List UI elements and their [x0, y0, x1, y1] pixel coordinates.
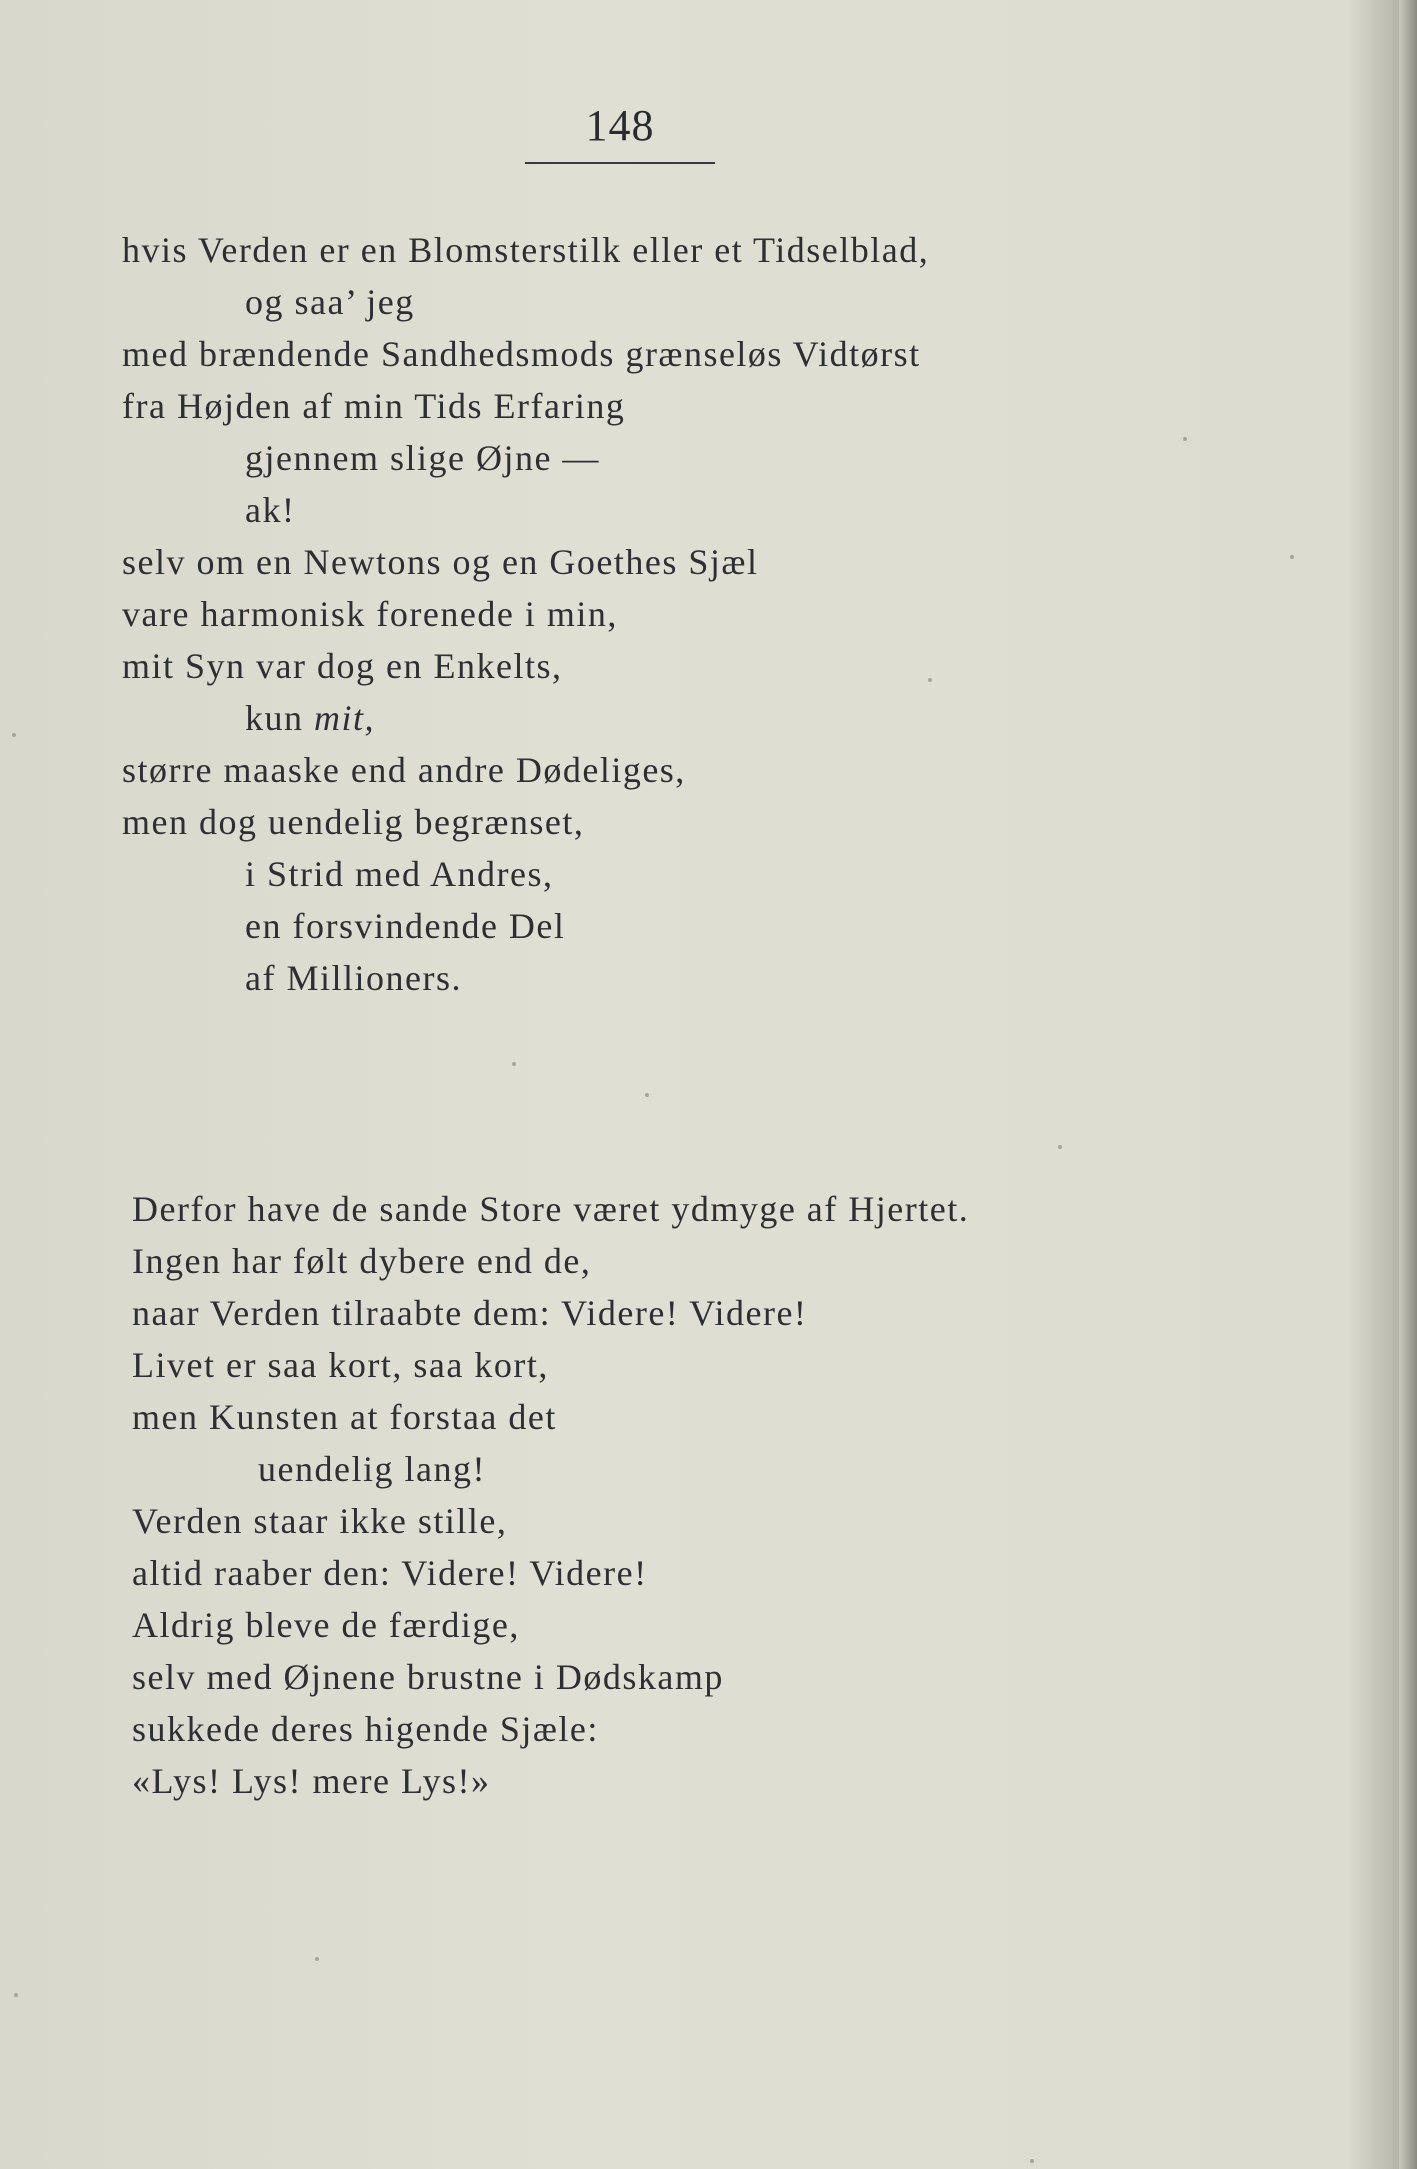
verse-line: gjennem slige Øjne — — [245, 438, 600, 478]
verse-line — [0, 692, 1417, 744]
verse-line: Derfor have de sande Store været ydmyge af Hjertet. — [132, 1189, 970, 1229]
verse-line: Livet er saa kort, saa kort, — [132, 1345, 549, 1385]
verse-line: med brændende Sandhedsmods grænseløs Vidtørst — [122, 334, 921, 374]
verse-line: og saa’ jeg — [245, 282, 415, 322]
paper-speck — [928, 678, 932, 682]
verse-line-prefix: kun — [245, 698, 314, 738]
verse-line: af Millioners. — [245, 958, 462, 998]
verse-line: naar Verden tilraabte dem: Videre! Videre! — [132, 1293, 808, 1333]
verse-line: uendelig lang! — [258, 1449, 486, 1489]
verse-line: men Kunsten at forstaa det — [132, 1397, 557, 1437]
verse-line: hvis Verden er en Blomsterstilk eller et Tidselblad, — [122, 230, 930, 270]
verse-line: Ingen har følt dybere end de, — [132, 1241, 592, 1281]
page-edge-shadow — [1399, 0, 1417, 2169]
verse-line: større maaske end andre Dødeliges, — [122, 750, 686, 790]
verse-line: «Lys! Lys! mere Lys!» — [132, 1761, 491, 1801]
paper-speck — [1183, 437, 1187, 441]
verse-line: Verden staar ikke stille, — [132, 1501, 508, 1541]
paper-speck — [1030, 2159, 1034, 2163]
verse-line: Aldrig bleve de færdige, — [132, 1605, 520, 1645]
paper-speck — [645, 1093, 649, 1097]
verse-line: ak! — [245, 490, 296, 530]
verse-line: men dog uendelig begrænset, — [122, 802, 585, 842]
verse-line: sukkede deres higende Sjæle: — [132, 1709, 599, 1749]
paper-speck — [12, 733, 16, 737]
paper-speck — [14, 1993, 18, 1997]
paper-speck — [1290, 555, 1294, 559]
verse-line: altid raaber den: Videre! Videre! — [132, 1553, 648, 1593]
page-number: 148 — [585, 101, 655, 150]
paper-speck — [1058, 1145, 1062, 1149]
verse-line: i Strid med Andres, — [245, 854, 554, 894]
verse-line: fra Højden af min Tids Erfaring — [122, 386, 626, 426]
verse-line: mit Syn var dog en Enkelts, — [122, 646, 563, 686]
verse-line: selv med Øjnene brustne i Dødskamp — [132, 1657, 724, 1697]
paper-speck — [512, 1062, 516, 1066]
emphasized-word: mit, — [314, 698, 376, 738]
stanza-1 — [0, 224, 1417, 1004]
header-rule — [525, 162, 715, 164]
verse-line: en forsvindende Del — [245, 906, 566, 946]
verse-line: selv om en Newtons og en Goethes Sjæl — [122, 542, 759, 582]
stanza-2 — [0, 1183, 1417, 1807]
paper-speck — [315, 1957, 319, 1961]
verse-line: vare harmonisk forenede i min, — [122, 594, 618, 634]
